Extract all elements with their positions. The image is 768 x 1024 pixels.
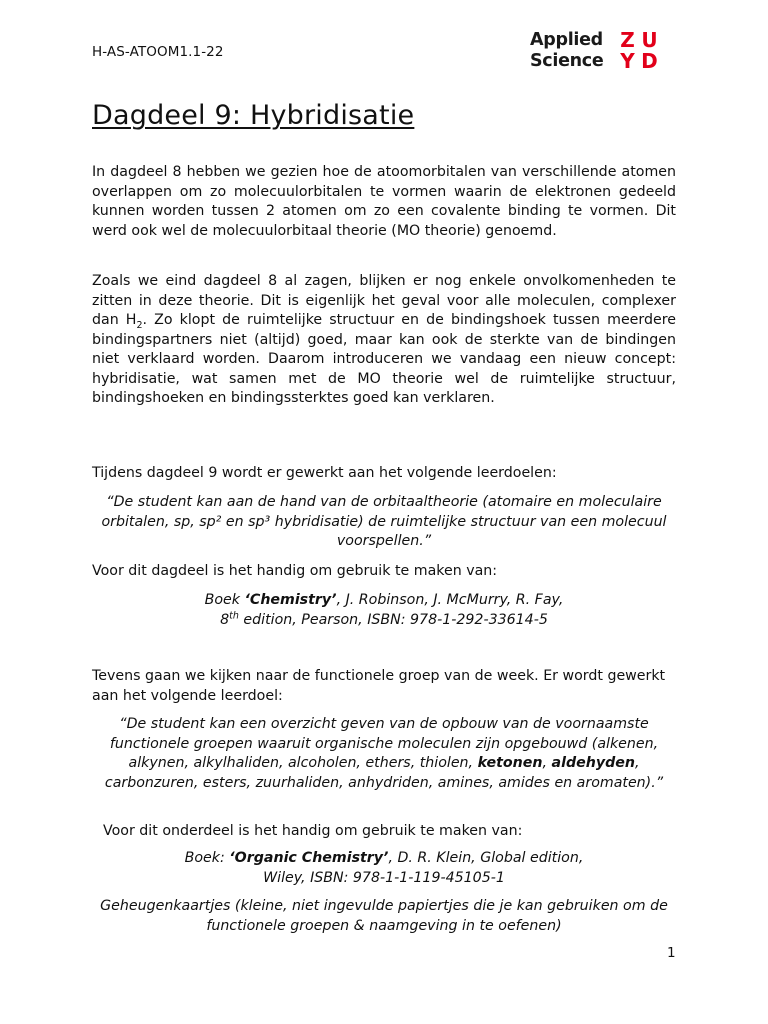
edition-superscript: th: [229, 609, 239, 621]
book-prefix: Boek:: [184, 850, 230, 866]
quote-text: “De student kan een overzicht geven van de opbouw van de voornaamste functionele groepen waaruit organische moleculen zijn opgebouwd (alkenen, alkynen, alkylhaliden, alcoholen, ethers, thiolen,: [109, 716, 659, 771]
book-title: ‘Organic Chemistry’: [229, 850, 389, 866]
logo-letter: Y: [620, 49, 635, 73]
book-reference-organic: [92, 849, 676, 888]
bold-aldehyden: aldehyden: [551, 755, 635, 771]
logo-letter: D: [641, 49, 658, 73]
logo-line-applied: Applied: [530, 30, 603, 50]
zuyd-logo: [530, 30, 659, 72]
resource-intro-organic: Voor dit onderdeel is het handig om gebruik te maken van:: [103, 823, 523, 839]
functional-group-intro: Tevens gaan we kijken naar de functionele groep van de week. Er wordt gewerkt aan het volgende leerdoel:: [92, 668, 666, 704]
document-code: H-AS-ATOOM1.1-22: [92, 44, 224, 60]
quote-comma: ,: [542, 755, 552, 771]
edition-number: 8: [220, 611, 230, 628]
intro-p2-text: Zoals we eind dagdeel 8 al zagen, blijken er nog enkele onvolkomenheden te zitten in deze theorie. Dit is eigenlijk het geval voor alle moleculen, complexer dan H: [92, 273, 676, 328]
logo-letter: Z: [620, 28, 635, 52]
page-number: 1: [667, 945, 676, 961]
subscript-2: 2: [136, 319, 143, 331]
flashcards-note: Geheugenkaartjes (kleine, niet ingevulde papiertjes die je kan gebruiken om de functionele groepen & naamgeving in te oefenen): [100, 898, 668, 934]
book-title: ‘Chemistry’: [244, 592, 337, 608]
resource-intro: Voor dit dagdeel is het handig om gebruik te maken van:: [92, 563, 498, 579]
book-prefix: Boek: [204, 592, 245, 608]
goals-intro: Tijdens dagdeel 9 wordt er gewerkt aan het volgende leerdoelen:: [92, 465, 557, 481]
intro-paragraph-1: In dagdeel 8 hebben we gezien hoe de atoomorbitalen van verschillende atomen overlappen om zo molecuulorbitalen te vormen waarin de elektronen gedeeld kunnen worden tussen 2 atomen om zo een covalente binding te vormen. Dit werd ook wel de molecuulorbitaal theorie (MO theorie) genoemd.: [92, 164, 676, 239]
book-publisher: Wiley, ISBN: 978-1-1-119-45105-1: [263, 869, 505, 886]
learning-goal-quote: “De student kan aan de hand van de orbitaaltheorie (atomaire en moleculaire orbitalen, sp, sp² en sp³ hybridisatie) de ruimtelijke structuur van een molecuul voorspellen.”: [101, 494, 667, 549]
book-publisher: edition, Pearson, ISBN: 978-1-292-33614-5: [238, 611, 548, 628]
page-title: Dagdeel 9: Hybridisatie: [92, 100, 415, 131]
bold-ketonen: ketonen: [477, 755, 543, 771]
book-authors: , J. Robinson, J. McMurry, R. Fay,: [336, 592, 564, 608]
book-reference-chemistry: [92, 591, 676, 630]
quote-text-end: , carbonzuren, esters, zuurhaliden, anhydriden, amines, amides en aromaten).”: [104, 755, 664, 791]
logo-letter: U: [641, 28, 658, 52]
intro-paragraph-2: [92, 272, 676, 409]
logo-wordmark: [530, 30, 603, 72]
logo-zuyd-mark: [617, 30, 659, 72]
book-authors: , D. R. Klein, Global edition,: [388, 850, 584, 866]
functional-group-quote: [92, 715, 676, 793]
intro-p2-text-cont: . Zo klopt de ruimtelijke structuur en de bindingshoek tussen meerdere bindingspartners niet (altijd) goed, maar kan ook de sterkte van de bindingen niet verklaard worden. Daarom introduceren we vandaag een nieuw concept: hybridisatie, wat samen met de MO theorie wel de ruimtelijke structuur, bindingshoeken en bindingssterktes goed kan verklaren.: [92, 312, 676, 406]
logo-line-science: Science: [530, 51, 604, 71]
